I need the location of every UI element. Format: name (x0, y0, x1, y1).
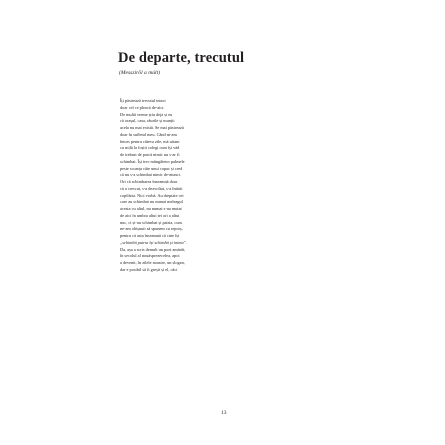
page-number: 13 (221, 410, 227, 416)
poem-body (120, 98, 290, 274)
poem-line: „schimbă patria își schimbă și inima”. (120, 239, 188, 245)
poem-line: peste scoarța câte unui copac și cred (120, 165, 183, 171)
poem-line: întors pentru câteva zile, mă uitam (120, 138, 180, 144)
poem-line: copilăria. Nici vorbă. Au dreptate cei (120, 192, 184, 198)
poem-line: ne-am obișnuit să spunem cu reproș, (120, 226, 183, 232)
poem-line: în secolul al nouăsprezecelea, apoi (120, 253, 180, 259)
poem-line: Îți păstrează trecutul intact (120, 98, 166, 103)
poem-title: De departe, trecutul (118, 50, 245, 66)
poem-line: nuc, ci și-au schimbat și patria, cum (120, 219, 182, 225)
poem-line: doar în sufletul meu. Când m-am (120, 131, 177, 137)
poem-line: dar e posibil să fi greșit și el, căci (120, 266, 178, 272)
poem-line: că nu s-a schimbat nimic de-atunci. (120, 172, 181, 178)
poem-line: că orașul, casa, râurile și munții (120, 118, 175, 124)
poem-line: acela nu mai există. Se mai păstrează (120, 125, 184, 130)
poem-line: de aici în umbra altui tei ori a altui (120, 212, 180, 218)
poem-line: acesta cu altul, nu numai s-au mutat (120, 206, 182, 211)
poem-line: doar cel ce pleacă de-aici. (120, 104, 165, 110)
poem-line: care au schimbat nu numai meleagul (120, 199, 183, 205)
poem-line: pentru că asta înseamnă că cine își (120, 233, 180, 238)
poem-line: Ori că schimbarea înseamnă doar (120, 179, 178, 184)
poem-line: cu milă la foștii colegi cum își văd (120, 145, 180, 151)
poem-line: a devenit, în zilele noastre, un slogan, (120, 260, 185, 265)
poem-line: de treburi de parcă nimic nu s-ar fi (120, 152, 180, 157)
poem-line: schimbat. Își trec mângâietor palmele (120, 158, 185, 164)
poem-line: De multă vreme știu deja și eu (120, 111, 173, 117)
poem-subtitle: (Messzirõl a múlt) (119, 70, 161, 76)
poem-line: că a crescut, s-a dezvoltat, s-a întărit (120, 185, 183, 191)
poem-line: Da, așa a scris demult un poet amărât, (120, 246, 186, 252)
